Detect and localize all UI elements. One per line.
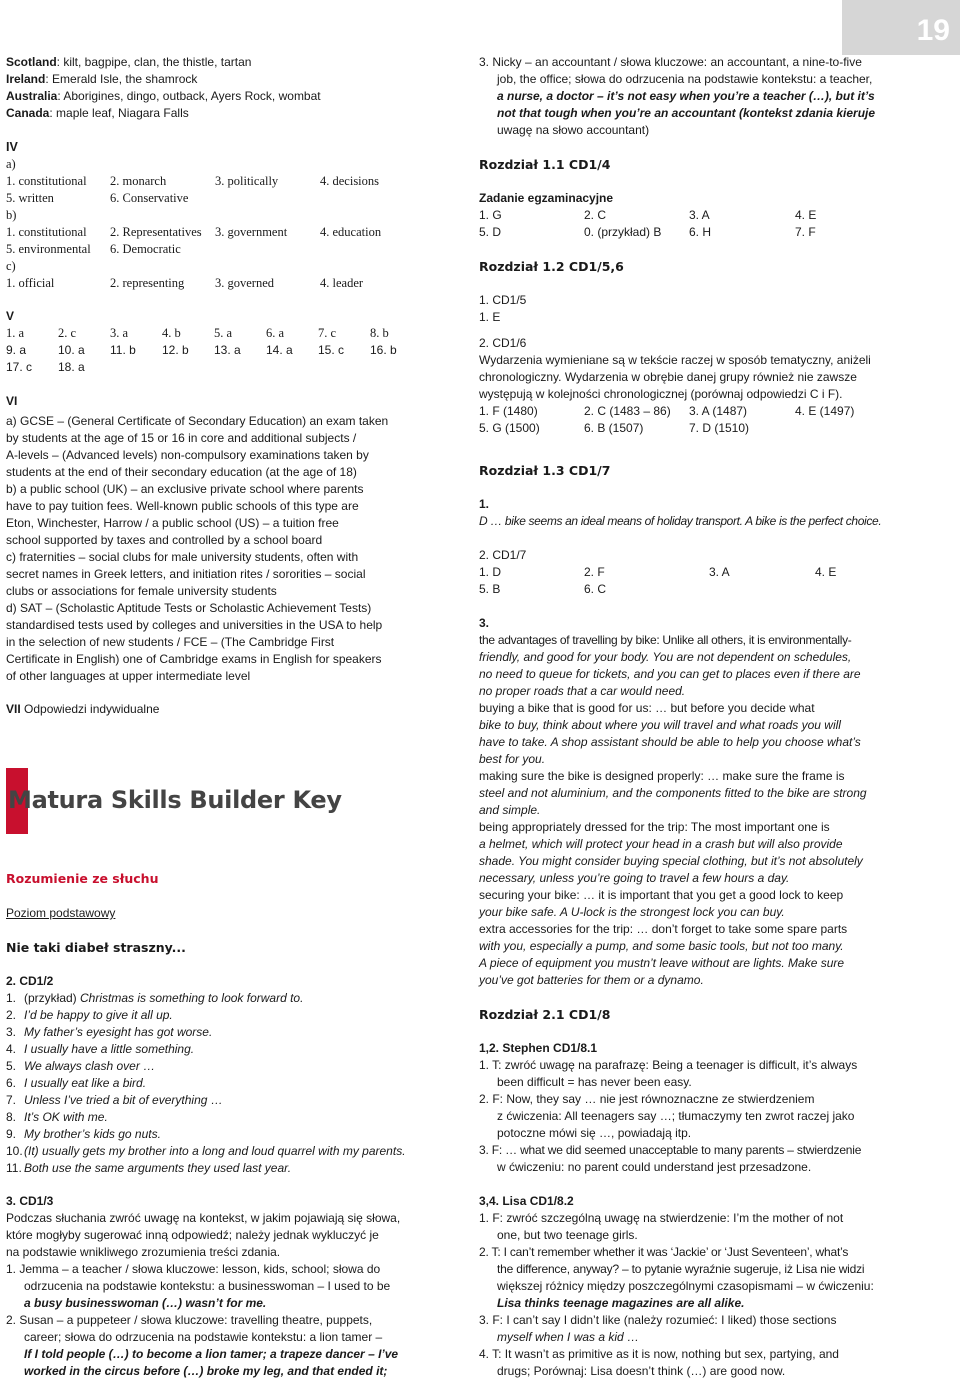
cd-heading: 1. CD1/5 [479, 293, 527, 307]
answer-line: a busy businesswoman (…) wasn’t for me. [24, 1296, 267, 1310]
chapter-heading: Rozdział 1.1 CD1/4 [479, 157, 611, 172]
lisa-block [479, 1193, 919, 1380]
vi-line: students at the end of their secondary education (at the age of 18) [6, 465, 357, 479]
bike-line: A piece of equipment you mustn’t leave without are lights. Make sure [479, 956, 845, 970]
answer-row [479, 224, 919, 241]
section-heading: VI [6, 394, 18, 408]
section-heading: IV [6, 140, 18, 154]
page-number: 19 [916, 14, 950, 47]
answer: 6. B (1507) [584, 421, 644, 435]
answer-row [6, 190, 381, 207]
cd13-block [6, 1193, 433, 1380]
bike-line: with you, especially a pump, and some basic tools, but not too many. [479, 939, 844, 953]
bike-line: being appropriately dressed for the trip: The most important one is [479, 820, 830, 834]
answer-line: 1. F: zwróć szczególną uwagę na stwierdzenie: I’m the mother of not [479, 1211, 844, 1225]
bike-line: have to take. A shop assistant should be able to help you choose what’s [479, 735, 861, 749]
answer-row [479, 207, 919, 224]
vi-line: of other languages at upper intermediate level [6, 669, 251, 683]
answer: 5. environmental [6, 242, 91, 256]
item-number: 2. [6, 1008, 17, 1022]
answer-line: one, but two teenage girls. [497, 1228, 638, 1242]
bike-line: your bike safe. A U-lock is the strongest lock you can buy. [479, 905, 785, 919]
answer-row [6, 359, 397, 376]
item-text: (It) usually gets my brother into a long and loud quarrel with my parents. [24, 1144, 406, 1158]
answer: 2. Representatives [110, 225, 202, 239]
section-heading-rozumienie: Rozumienie ze słuchu [6, 871, 159, 886]
vi-line: Certificate in English) one of Cambridge exams in English for speakers [6, 652, 382, 666]
answer: 15. c [318, 343, 345, 357]
answer-row [6, 241, 381, 258]
bike-line: securing your bike: … it is important that you get a good lock to keep [479, 888, 844, 902]
item-text: I’d be happy to give it all up. [24, 1008, 173, 1022]
answer-line: uwagę na słowo accountant) [497, 123, 650, 137]
vi-line: clubs or associations for female university students [6, 584, 277, 598]
country-items: : Emerald Isle, the shamrock [45, 72, 198, 86]
item-text: Christmas is something to look forward to. [80, 991, 304, 1005]
item-number: 5. [6, 1059, 17, 1073]
vi-line: b) a public school (UK) – an exclusive private school where parents [6, 482, 364, 496]
answer: 2. C [584, 208, 607, 222]
answer: 2. C (1483 – 86) [584, 404, 671, 418]
answer: 5. B [479, 582, 501, 596]
bike-line: no proper roads that a car would need. [479, 684, 686, 698]
country-items: : maple leaf, Niagara Falls [49, 106, 189, 120]
bike-line: steel and not aluminium, and the components fitted to the bike are strong [479, 786, 867, 800]
answer: 4. leader [320, 276, 364, 290]
answer-line: 4. T: It wasn’t as primitive as it is now, nothing but sex, partying, and [479, 1347, 839, 1361]
text-line: chronologiczny. Wydarzenia w obrębie danej grupy również nie zawsze [479, 370, 857, 384]
answer: 9. a [6, 343, 27, 357]
bike-line: you’ve got batteries for them or a dynamo. [479, 973, 704, 987]
item-number: 7. [6, 1093, 17, 1107]
answer-line: the difference, anyway? – to pytanie wyraźnie sugeruje, iż Lisa nie widzi [497, 1262, 865, 1276]
bike-line: a helmet, which will protect your head in a crash but will also provide [479, 837, 843, 851]
cd-heading: 3. CD1/3 [6, 1194, 54, 1208]
answer: 3. government [215, 225, 288, 239]
answer-line: z ćwiczenia: All teenagers say …; tłumaczymy ten zwrot raczej jako [497, 1109, 855, 1123]
cd-heading: 2. CD1/6 [479, 336, 527, 350]
answer: 6. C [584, 582, 607, 596]
answer-row [6, 224, 381, 241]
item-text: Unless I’ve tried a bit of everything … [24, 1093, 223, 1107]
answer: 14. a [266, 343, 293, 357]
bike-line: no need to queue for tickets, and you can get to places even if there are [479, 667, 861, 681]
answer: 4. education [320, 225, 382, 239]
text-line: występują w kolejności chronologicznej (porównaj odpowiedzi C i F). [479, 387, 843, 401]
vi-line: by students at the age of 15 or 16 in core and additional subjects / [6, 431, 357, 445]
answer: 1. G [479, 208, 502, 222]
answer: 4. b [162, 326, 181, 340]
answer: 1. E [479, 310, 501, 324]
country-name: Australia [6, 89, 58, 103]
answer-line: career; słowa do odrzucenia na podstawie kontekstu: a lion tamer – [24, 1330, 383, 1344]
answer: 1. D [479, 565, 502, 579]
speaker-heading: 1,2. Stephen CD1/8.1 [479, 1041, 598, 1055]
bike-line: bike to buy, think about where you will travel and what roads you will [479, 718, 841, 732]
answer-line: drugs; Porównaj: Lisa doesn’t think (…) are good now. [497, 1364, 786, 1378]
answer: 1. constitutional [6, 174, 87, 188]
answer-line: a nurse, a doctor – it’s not easy when you’re a teacher (…), but it’s [497, 89, 875, 103]
bike-line: extra accessories for the trip: … don’t forget to take some spare parts [479, 922, 848, 936]
bike-line: the advantages of travelling by bike: Unlike all others, it is environmentally- [479, 633, 852, 647]
item-number: 3. [6, 1025, 17, 1039]
item-number: 3. [479, 616, 490, 630]
chapter-heading: Rozdział 2.1 CD1/8 [479, 1007, 611, 1022]
text-line: Wydarzenia wymieniane są w tekście raczej w sposób tematyczny, aniżeli [479, 353, 871, 367]
item-number: 9. [6, 1127, 17, 1141]
answer: 5. D [479, 225, 502, 239]
answer-line: If I told people (…) to become a lion tamer; a trapeze dancer – I’ve [24, 1347, 399, 1361]
answer: 3. A (1487) [689, 404, 748, 418]
answer-line: 3. F: … what we did seemed unacceptable to many parents – stwierdzenie [479, 1143, 862, 1157]
vi-line: d) SAT – (Scholastic Aptitude Tests or Scholastic Achievement Tests) [6, 601, 372, 615]
bike-line: buying a bike that is good for us: … but before you decide what [479, 701, 815, 715]
countries-list [6, 54, 321, 122]
answer: 3. A [689, 208, 710, 222]
answer: 1. constitutional [6, 225, 87, 239]
vi-line: standardised tests used by colleges and universities in the USA to help [6, 618, 383, 632]
answer-row [479, 564, 919, 581]
bike-line: necessary, unless you’re going to travel a few hours a day. [479, 871, 790, 885]
answer-line: 1. Jemma – a teacher / słowa kluczowe: lesson, kids, school; słowa do [6, 1262, 381, 1276]
section-iv [6, 139, 381, 292]
bike-line: friendly, and good for your body. You are not dependent on schedules, [479, 650, 852, 664]
country-items: : Aborigines, dingo, outback, Ayers Rock, wombat [57, 89, 321, 103]
vii-text: Odpowiedzi indywidualne [20, 702, 160, 716]
answer: 2. F [584, 565, 605, 579]
country-name: Ireland [6, 72, 46, 86]
answer: 6. H [689, 225, 712, 239]
exam-task-heading: Zadanie egzaminacyjne [479, 191, 614, 205]
answer-row [479, 420, 919, 437]
answer-line: 3. Nicky – an accountant / słowa kluczowe: an accountant, a nine-to-five [479, 55, 862, 69]
answer-line: 2. Susan – a puppeteer / słowa kluczowe: travelling theatre, puppets, [6, 1313, 373, 1327]
answer: 1. official [6, 276, 55, 290]
answer: 8. b [370, 326, 389, 340]
answer: 7. D (1510) [689, 421, 750, 435]
answer-row [6, 173, 381, 190]
answer: 1. F (1480) [479, 404, 538, 418]
answer-line: odrzucenia na podstawie kontekstu: a businesswoman – I used to be [24, 1279, 391, 1293]
section-vii [6, 701, 159, 718]
cd-heading: 2. CD1/2 [6, 974, 54, 988]
answer: 11. b [110, 343, 136, 357]
nicky-block [479, 54, 919, 139]
item-number: 10. [6, 1144, 23, 1158]
answer-line: not that tough when you’re an accountant (kontekst zdania kieruje [497, 106, 876, 120]
answer: 7. c [318, 326, 337, 340]
item-text: I usually eat like a bird. [24, 1076, 147, 1090]
answer: 5. written [6, 191, 54, 205]
item-prefix: (przykład) [24, 991, 81, 1005]
country-items: : kilt, bagpipe, clan, the thistle, tartan [56, 55, 252, 69]
answer: 12. b [162, 343, 189, 357]
exercise-title: Nie taki diabeł straszny... [6, 940, 186, 955]
answer: 2. c [58, 326, 77, 340]
answer: 4. E [795, 208, 817, 222]
vi-line: in the selection of new students / FCE – (The Cambridge First [6, 635, 335, 649]
intro-line: które mogłyby sugerować inną odpowiedź; należy jednak wykluczyć je [6, 1228, 379, 1242]
cd12-block [6, 973, 433, 1177]
answer: 4. E [815, 565, 837, 579]
item-number: 1. [479, 497, 490, 511]
item-number: 4. [6, 1042, 17, 1056]
answer-line: worked in the circus before (…) broke my leg, and that ended it; [24, 1364, 388, 1378]
answer-row [6, 342, 397, 359]
answer-line: 1. T: zwróć uwagę na parafrazę: Being a teenager is difficult, it’s always [479, 1058, 858, 1072]
section-heading: V [6, 309, 15, 323]
answer: 3. governed [215, 276, 275, 290]
sub-label: a) [6, 157, 16, 171]
answer: 3. a [110, 326, 129, 340]
answer: 13. a [214, 343, 241, 357]
answer-row [6, 325, 397, 342]
vi-line: A-levels – (Advanced levels) non-compulsory examinations taken by [6, 448, 369, 462]
answer: 17. c [6, 360, 33, 374]
intro-line: Podczas słuchania zwróć uwagę na kontekst, w jakim pojawiają się słowa, [6, 1211, 401, 1225]
item-number: 6. [6, 1076, 17, 1090]
sub-label: c) [6, 259, 16, 273]
answer: 10. a [58, 343, 85, 357]
item-text: We always clash over … [24, 1059, 156, 1073]
bike-line: best for you. [479, 752, 546, 766]
stephen-block [479, 1040, 919, 1176]
intro-line: na podstawie wnikliwego zrozumienia treści zdania. [6, 1245, 281, 1259]
answer-line: myself when I was a kid … [497, 1330, 640, 1344]
answer-row [479, 403, 919, 420]
chapter-heading: Rozdział 1.3 CD1/7 [479, 463, 611, 478]
vi-line: secret names in Greek letters, and initiation rites / sororities – social [6, 567, 366, 581]
answer: 4. decisions [320, 174, 380, 188]
answer: 16. b [370, 343, 397, 357]
chapter-heading: Rozdział 1.2 CD1/5,6 [479, 259, 624, 274]
answer: 2. representing [110, 276, 185, 290]
answer: 5. G (1500) [479, 421, 540, 435]
answer-line: been difficult = has never been easy. [497, 1075, 692, 1089]
page-number-box [842, 0, 960, 55]
answer-line: potoczne mówi się …, powiadają itp. [497, 1126, 692, 1140]
r12-block [479, 292, 919, 437]
sub-label: b) [6, 208, 17, 222]
item-text: My father’s eyesight has got worse. [24, 1025, 213, 1039]
country-name: Scotland [6, 55, 57, 69]
item-number: 8. [6, 1110, 17, 1124]
answer: 7. F [795, 225, 816, 239]
section-vi [6, 393, 388, 685]
answer-line: job, the office; słowa do odrzucenia na podstawie kontekstu: a teacher, [497, 72, 873, 86]
answer: 3. A [709, 565, 730, 579]
cd-heading: 2. CD1/7 [479, 548, 527, 562]
speaker-heading: 3,4. Lisa CD1/8.2 [479, 1194, 574, 1208]
vi-line: have to pay tuition fees. Well-known public schools of this type are [6, 499, 359, 513]
answer-line: większej różnicy między poszczególnymi czasopismami – w ćwiczeniu: [497, 1279, 874, 1293]
bike-line: shade. You might consider buying special clothing, but it’s not absolutely [479, 854, 863, 868]
bike-line: making sure the bike is designed properly: … make sure the frame is [479, 769, 845, 783]
vi-line: c) fraternities – social clubs for male university students, often with [6, 550, 359, 564]
answer: 18. a [58, 360, 85, 374]
answer-row [479, 581, 919, 598]
answer: 2. monarch [110, 174, 167, 188]
answer: 4. E (1497) [795, 404, 855, 418]
text-line: D … bike seems an ideal means of holiday transport. A bike is the perfect choice. [479, 514, 882, 528]
country-name: Canada [6, 106, 50, 120]
zadanie-block [479, 190, 919, 241]
vi-line: Eton, Winchester, Harrow / a public school (US) – a tuition free [6, 516, 339, 530]
answer: 6. Conservative [110, 191, 189, 205]
answer-line: 2. T: I can’t remember whether it was ‘Jackie’ or ‘Just Seventeen’, what’s [479, 1245, 849, 1259]
answer-line: Lisa thinks teenage magazines are all alike. [497, 1296, 745, 1310]
answer: 6. a [266, 326, 285, 340]
item-number: 1. [6, 991, 17, 1005]
item-text: Both use the same arguments they used last year. [24, 1161, 292, 1175]
section-banner: Matura Skills Builder Key [8, 786, 342, 814]
item-text: It’s OK with me. [24, 1110, 108, 1124]
section-heading: VII [6, 702, 21, 716]
answer: 6. Democratic [110, 242, 181, 256]
answer: 5. a [214, 326, 233, 340]
answer-line: 2. F: Now, they say … nie jest równoznaczne ze stwierdzeniem [479, 1092, 815, 1106]
bike-line: and simple. [479, 803, 541, 817]
section-v [6, 308, 397, 376]
item-text: I usually have a little something. [24, 1042, 195, 1056]
item-text: My brother’s kids go nuts. [24, 1127, 161, 1141]
item-number: 11. [6, 1161, 22, 1175]
level-label: Poziom podstawowy [6, 906, 116, 920]
vi-line: a) GCSE – (General Certificate of Secondary Education) an exam taken [6, 414, 389, 428]
answer-row [6, 275, 381, 292]
answer-line: w ćwiczeniu: no parent could understand jest przesadzone. [497, 1160, 812, 1174]
r13-block [479, 496, 919, 989]
answer: 0. (przykład) B [584, 225, 662, 239]
answer-line: 3. F: I can’t say I didn’t like (należy rozumieć: I liked) those sections [479, 1313, 837, 1327]
answer: 1. a [6, 326, 25, 340]
answer: 3. politically [215, 174, 279, 188]
vi-line: school supported by taxes and controlled by a school board [6, 533, 323, 547]
